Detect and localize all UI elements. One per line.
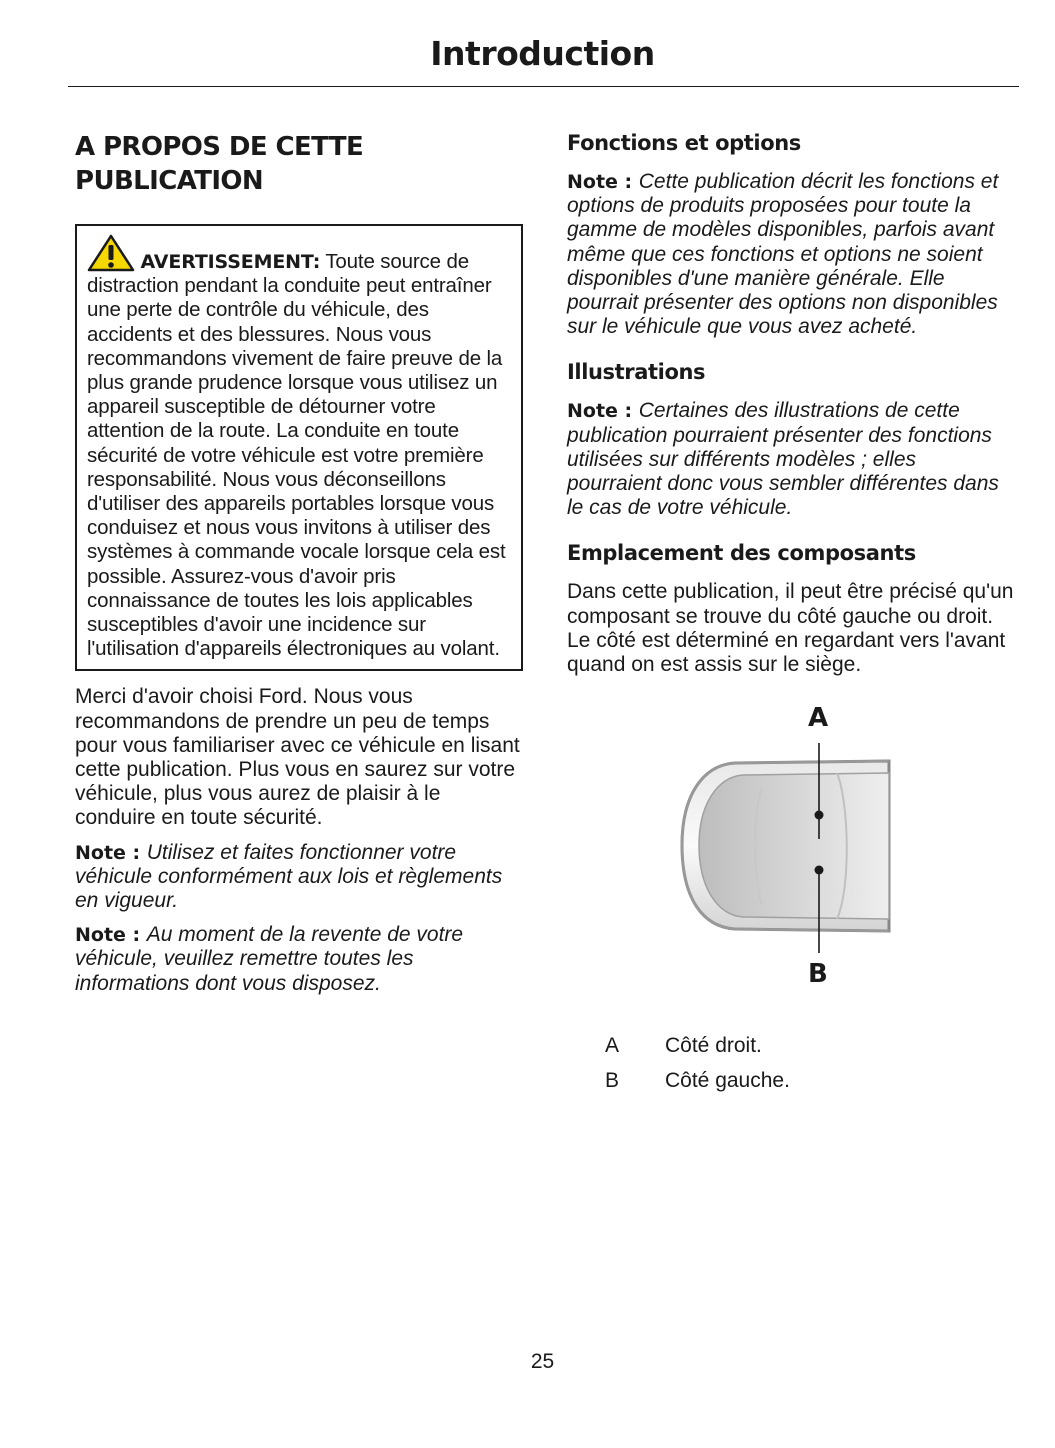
- note-text: Au moment de la revente de votre véhicule, veuillez remettre toutes les informations dont vous disposez.: [75, 923, 464, 995]
- note-paragraph-1: [75, 841, 523, 914]
- section-heading-line2: PUBLICATION: [75, 166, 264, 196]
- warning-paragraph: [87, 234, 511, 661]
- page-number: 25: [530, 1350, 555, 1373]
- diagram-label-a: A: [808, 703, 829, 734]
- intro-paragraph: Merci d'avoir choisi Ford. Nous vous recommandons de prendre un peu de temps pour vous familiariser avec ce véhicule en lisant cette publication. Plus vous en saurez sur votre véhicule, plus vous aurez de plaisir à le conduire en toute sécurité.: [75, 685, 520, 830]
- functions-heading: Fonctions et options: [567, 131, 801, 155]
- legend-key: B: [605, 1069, 620, 1093]
- right-column: [567, 130, 1015, 1093]
- warning-text: Toute source de distraction pendant la conduite peut entraîner une perte de contrôle du véhicule, des accidents et des blessures. Nous vous recommandons vivement de faire preuve de la plus grande prudence lorsque vous utilisez un appareil susceptible de détourner votre attention de la route. La conduite en toute sécurité de votre véhicule est votre première responsabilité. Nous vous déconseillons d'utiliser des appareils portables lorsque vous conduisez et nous vous invitons à utiliser des systèmes à commande vocale lorsque cela est possible. Assurez-vous d'avoir pris connaissance de toutes les lois applicables susceptibles d'avoir une incidence sur l'utilisation d'appareils électroniques au volant.: [87, 250, 506, 661]
- legend-value: Côté droit.: [665, 1034, 762, 1058]
- legend-row: [567, 1034, 1015, 1058]
- section-heading: [75, 130, 523, 198]
- note-label: Note :: [75, 841, 147, 864]
- illustrations-heading: Illustrations: [567, 360, 706, 385]
- warning-triangle-icon: [87, 234, 135, 272]
- diagram-legend: [567, 1034, 1015, 1093]
- legend-key: A: [605, 1034, 620, 1058]
- functions-note: [567, 170, 1015, 339]
- note-label: Note :: [75, 924, 147, 947]
- note-text: Certaines des illustrations de cette publication pourraient présenter des fonctions utilisées sur différents modèles ; elles pourraient donc vous sembler différentes dans le cas de votre véhicule.: [567, 399, 999, 520]
- title-divider: [68, 86, 1019, 87]
- note-text: Cette publication décrit les fonctions et options de produits proposées pour toute la gamme de modèles disponibles, parfois avant même que ces fonctions et options ne soient disponibles d'une manière générale. Elle pourrait présenter des options non disponibles sur le véhicule que vous avez acheté.: [567, 170, 999, 339]
- left-column: [75, 130, 523, 996]
- section-heading-line1: A PROPOS DE CETTE: [75, 132, 364, 162]
- page-title: Introduction: [430, 34, 655, 73]
- note-label: Note :: [567, 171, 639, 193]
- legend-row: [567, 1069, 1015, 1093]
- components-paragraph: Dans cette publication, il peut être précisé qu'un composant se trouve du côté gauche ou droit. Le côté est déterminé en regardant vers l'avant quand on est assis sur le siège.: [567, 580, 1014, 677]
- note-text: Utilisez et faites fonctionner votre véhicule conformément aux lois et règlements en vigueur.: [75, 840, 503, 913]
- legend-value: Côté gauche.: [665, 1069, 790, 1093]
- vehicle-top-view-illustration: [567, 703, 1015, 1023]
- components-heading: Emplacement des composants: [567, 541, 916, 566]
- note-label: Note :: [567, 400, 639, 423]
- warning-box: [75, 224, 523, 671]
- note-paragraph-2: [75, 923, 523, 996]
- illustrations-note: [567, 399, 1015, 520]
- vehicle-side-diagram: [567, 703, 1015, 1023]
- warning-label: AVERTISSEMENT:: [140, 251, 321, 273]
- diagram-label-b: B: [808, 959, 828, 990]
